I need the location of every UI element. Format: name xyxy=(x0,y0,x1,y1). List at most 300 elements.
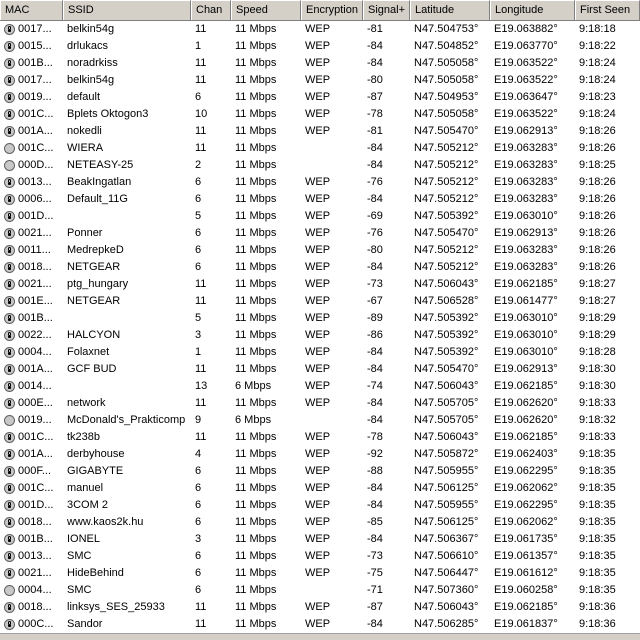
mac-address: 000C... xyxy=(18,618,54,630)
mac-address: 0017... xyxy=(18,23,52,35)
speed-cell: 11 Mbps xyxy=(235,244,277,256)
longitude-cell: E19.060258° xyxy=(494,584,558,596)
ssid-cell xyxy=(63,208,191,225)
channel-cell: 11 xyxy=(195,618,207,630)
mac-address: 001A... xyxy=(18,125,53,137)
locked-network-icon xyxy=(4,517,15,528)
signal-cell: -92 xyxy=(367,448,383,460)
mac-address: 001D... xyxy=(18,210,54,222)
channel-cell: 6 xyxy=(195,499,202,511)
first-seen-cell: 9:18:27 xyxy=(579,278,616,290)
channel-cell: 3 xyxy=(195,533,202,545)
table-row[interactable] xyxy=(0,55,640,72)
longitude-cell: E19.063882° xyxy=(494,23,558,35)
column-header-ssid[interactable]: SSID xyxy=(63,0,191,20)
first-seen-cell: 9:18:35 xyxy=(579,465,616,477)
signal-cell: -86 xyxy=(367,329,383,341)
table-row[interactable] xyxy=(0,140,640,157)
longitude-cell: E19.062913° xyxy=(494,125,558,137)
table-row[interactable] xyxy=(0,412,640,429)
first-seen-cell: 9:18:25 xyxy=(579,159,616,171)
latitude-cell: N47.504753° xyxy=(414,23,479,35)
encryption-cell: WEP xyxy=(305,329,331,341)
column-header-latitude[interactable]: Latitude xyxy=(410,0,490,20)
table-row[interactable] xyxy=(0,310,640,327)
column-header-mac[interactable]: MAC xyxy=(0,0,63,20)
longitude-cell: E19.062185° xyxy=(494,278,558,290)
mac-address: 001C... xyxy=(18,108,54,120)
latitude-cell: N47.507360° xyxy=(414,584,479,596)
mac-address: 0019... xyxy=(18,414,52,426)
table-row[interactable] xyxy=(0,446,640,463)
signal-cell: -78 xyxy=(367,431,383,443)
column-header-chan[interactable]: Chan xyxy=(191,0,231,20)
locked-network-icon xyxy=(4,126,15,137)
channel-cell: 6 xyxy=(195,584,202,596)
mac-cell xyxy=(0,480,63,497)
locked-network-icon xyxy=(4,313,15,324)
speed-cell: 11 Mbps xyxy=(235,125,277,137)
speed-cell: 11 Mbps xyxy=(235,278,277,290)
locked-network-icon xyxy=(4,381,15,392)
latitude-cell: N47.505955° xyxy=(414,499,479,511)
longitude-cell: E19.063283° xyxy=(494,159,558,171)
mac-cell xyxy=(0,38,63,55)
encryption-cell: WEP xyxy=(305,227,331,239)
open-network-icon xyxy=(4,415,15,426)
mac-address: 0021... xyxy=(18,278,52,290)
table-row[interactable] xyxy=(0,72,640,89)
mac-address: 0018... xyxy=(18,516,52,528)
mac-cell xyxy=(0,395,63,412)
column-header-signal[interactable]: Signal+ xyxy=(363,0,410,20)
mac-address: 0018... xyxy=(18,601,52,613)
table-row[interactable] xyxy=(0,242,640,259)
table-row[interactable] xyxy=(0,38,640,55)
table-row[interactable] xyxy=(0,344,640,361)
speed-cell: 6 Mbps xyxy=(235,414,272,426)
locked-network-icon xyxy=(4,602,15,613)
ssid-cell: tk238b xyxy=(67,431,101,443)
speed-cell: 11 Mbps xyxy=(235,74,277,86)
longitude-cell: E19.063283° xyxy=(494,176,558,188)
first-seen-cell: 9:18:35 xyxy=(579,499,616,511)
longitude-cell: E19.062062° xyxy=(494,516,558,528)
latitude-cell: N47.505392° xyxy=(414,312,479,324)
mac-cell xyxy=(0,242,63,259)
mac-address: 0013... xyxy=(18,176,52,188)
ssid-cell: Folaxnet xyxy=(67,346,110,358)
mac-cell xyxy=(0,140,63,157)
table-row[interactable] xyxy=(0,531,640,548)
mac-cell xyxy=(0,548,63,565)
first-seen-cell: 9:18:24 xyxy=(579,57,616,69)
mac-cell xyxy=(0,55,63,72)
latitude-cell: N47.505212° xyxy=(414,159,479,171)
encryption-cell xyxy=(301,582,363,599)
ssid-cell: GIGABYTE xyxy=(67,465,124,477)
ssid-cell: Sandor xyxy=(67,618,103,630)
channel-cell: 11 xyxy=(195,431,207,443)
channel-cell: 6 xyxy=(195,244,202,256)
first-seen-cell: 9:18:24 xyxy=(579,74,616,86)
signal-cell: -84 xyxy=(367,618,383,630)
column-header-first-seen[interactable]: First Seen xyxy=(575,0,640,20)
encryption-cell: WEP xyxy=(305,601,331,613)
signal-cell: -81 xyxy=(367,125,383,137)
column-header-encryption[interactable]: Encryption xyxy=(301,0,363,20)
table-row[interactable] xyxy=(0,361,640,378)
latitude-cell: N47.505705° xyxy=(414,397,479,409)
table-row[interactable] xyxy=(0,582,640,599)
table-row[interactable] xyxy=(0,616,640,633)
mac-address: 001B... xyxy=(18,57,53,69)
mac-address: 0014... xyxy=(18,380,52,392)
ssid-cell: manuel xyxy=(67,482,104,494)
channel-cell: 1 xyxy=(195,40,202,52)
longitude-cell: E19.063010° xyxy=(494,346,558,358)
encryption-cell: WEP xyxy=(305,567,331,579)
longitude-cell: E19.062185° xyxy=(494,380,558,392)
mac-address: 0011... xyxy=(18,244,51,256)
table-row[interactable] xyxy=(0,174,640,191)
longitude-cell: E19.063283° xyxy=(494,142,558,154)
signal-cell: -69 xyxy=(367,210,383,222)
mac-address: 0021... xyxy=(18,227,52,239)
encryption-cell: WEP xyxy=(305,261,331,273)
speed-cell: 11 Mbps xyxy=(235,482,277,494)
locked-network-icon xyxy=(4,551,15,562)
speed-cell: 11 Mbps xyxy=(235,533,277,545)
longitude-cell: E19.061612° xyxy=(494,567,558,579)
table-row[interactable] xyxy=(0,514,640,531)
channel-cell: 6 xyxy=(195,516,202,528)
ssid-cell: GCF BUD xyxy=(67,363,117,375)
first-seen-cell: 9:18:26 xyxy=(579,193,616,205)
channel-cell: 11 xyxy=(195,23,207,35)
first-seen-cell: 9:18:28 xyxy=(579,346,616,358)
first-seen-cell: 9:18:32 xyxy=(579,414,616,426)
channel-cell: 11 xyxy=(195,397,207,409)
speed-cell: 11 Mbps xyxy=(235,176,277,188)
mac-address: 001B... xyxy=(18,312,53,324)
latitude-cell: N47.505058° xyxy=(414,108,479,120)
latitude-cell: N47.505212° xyxy=(414,193,479,205)
channel-cell: 6 xyxy=(195,465,202,477)
latitude-cell: N47.505212° xyxy=(414,244,479,256)
signal-cell: -85 xyxy=(367,516,383,528)
mac-cell xyxy=(0,225,63,242)
mac-address: 0022... xyxy=(18,329,52,341)
table-row[interactable] xyxy=(0,480,640,497)
longitude-cell: E19.063283° xyxy=(494,193,558,205)
channel-cell: 11 xyxy=(195,295,207,307)
mac-address: 000D... xyxy=(18,159,54,171)
locked-network-icon xyxy=(4,194,15,205)
first-seen-cell: 9:18:30 xyxy=(579,380,616,392)
longitude-cell: E19.062295° xyxy=(494,465,558,477)
mac-address: 000F... xyxy=(18,465,52,477)
mac-cell xyxy=(0,106,63,123)
channel-cell: 11 xyxy=(195,363,207,375)
encryption-cell xyxy=(301,412,363,429)
speed-cell: 11 Mbps xyxy=(235,295,277,307)
locked-network-icon xyxy=(4,296,15,307)
speed-cell: 11 Mbps xyxy=(235,261,277,273)
locked-network-icon xyxy=(4,177,15,188)
encryption-cell: WEP xyxy=(305,346,331,358)
encryption-cell: WEP xyxy=(305,499,331,511)
encryption-cell: WEP xyxy=(305,40,331,52)
table-row[interactable] xyxy=(0,565,640,582)
latitude-cell: N47.505872° xyxy=(414,448,479,460)
locked-network-icon xyxy=(4,449,15,460)
ssid-cell: belkin54g xyxy=(67,74,115,86)
table-row[interactable] xyxy=(0,89,640,106)
longitude-cell: E19.061477° xyxy=(494,295,558,307)
encryption-cell: WEP xyxy=(305,210,331,222)
mac-cell xyxy=(0,531,63,548)
table-row[interactable] xyxy=(0,208,640,225)
encryption-cell: WEP xyxy=(305,193,331,205)
locked-network-icon xyxy=(4,75,15,86)
locked-network-icon xyxy=(4,24,15,35)
latitude-cell: N47.506367° xyxy=(414,533,479,545)
signal-cell: -84 xyxy=(367,533,383,545)
latitude-cell: N47.505470° xyxy=(414,125,479,137)
speed-cell: 11 Mbps xyxy=(235,210,277,222)
encryption-cell: WEP xyxy=(305,533,331,545)
channel-cell: 6 xyxy=(195,193,202,205)
table-row[interactable] xyxy=(0,106,640,123)
encryption-cell: WEP xyxy=(305,23,331,35)
speed-cell: 11 Mbps xyxy=(235,40,277,52)
mac-address: 0019... xyxy=(18,91,52,103)
encryption-cell xyxy=(301,140,363,157)
column-header-longitude[interactable]: Longitude xyxy=(490,0,575,20)
speed-cell: 11 Mbps xyxy=(235,363,277,375)
table-row[interactable] xyxy=(0,276,640,293)
table-row[interactable] xyxy=(0,21,640,38)
encryption-cell: WEP xyxy=(305,448,331,460)
signal-cell: -84 xyxy=(367,193,383,205)
mac-cell xyxy=(0,276,63,293)
mac-cell xyxy=(0,89,63,106)
signal-cell: -89 xyxy=(367,312,383,324)
speed-cell: 11 Mbps xyxy=(235,312,277,324)
mac-cell xyxy=(0,565,63,582)
speed-cell: 11 Mbps xyxy=(235,431,277,443)
locked-network-icon xyxy=(4,41,15,52)
speed-cell: 6 Mbps xyxy=(235,380,272,392)
encryption-cell: WEP xyxy=(305,176,331,188)
latitude-cell: N47.506125° xyxy=(414,482,479,494)
longitude-cell: E19.062913° xyxy=(494,363,558,375)
locked-network-icon xyxy=(4,347,15,358)
mac-address: 0015... xyxy=(18,40,52,52)
channel-cell: 6 xyxy=(195,482,202,494)
open-network-icon xyxy=(4,143,15,154)
channel-cell: 3 xyxy=(195,329,202,341)
mac-address: 0018... xyxy=(18,261,52,273)
latitude-cell: N47.506043° xyxy=(414,380,479,392)
ssid-cell: drlukacs xyxy=(67,40,108,52)
locked-network-icon xyxy=(4,279,15,290)
speed-cell: 11 Mbps xyxy=(235,550,277,562)
latitude-cell: N47.505470° xyxy=(414,363,479,375)
channel-cell: 5 xyxy=(195,210,202,222)
table-row[interactable] xyxy=(0,463,640,480)
encryption-cell: WEP xyxy=(305,57,331,69)
longitude-cell: E19.062913° xyxy=(494,227,558,239)
horizontal-scrollbar[interactable] xyxy=(0,633,640,640)
mac-cell xyxy=(0,497,63,514)
mac-address: 0017... xyxy=(18,74,52,86)
longitude-cell: E19.063010° xyxy=(494,312,558,324)
mac-address: 0021... xyxy=(18,567,52,579)
longitude-cell: E19.062185° xyxy=(494,601,558,613)
latitude-cell: N47.506043° xyxy=(414,278,479,290)
table-row[interactable] xyxy=(0,548,640,565)
signal-cell: -75 xyxy=(367,567,383,579)
ssid-cell: McDonald's_Prakticomp xyxy=(67,414,186,426)
channel-cell: 4 xyxy=(195,448,202,460)
first-seen-cell: 9:18:26 xyxy=(579,244,616,256)
mac-cell xyxy=(0,514,63,531)
signal-cell: -71 xyxy=(367,584,383,596)
speed-cell: 11 Mbps xyxy=(235,142,277,154)
first-seen-cell: 9:18:35 xyxy=(579,584,616,596)
column-header-speed[interactable]: Speed xyxy=(231,0,301,20)
table-row[interactable] xyxy=(0,599,640,616)
mac-cell xyxy=(0,344,63,361)
ssid-cell: BeakIngatlan xyxy=(67,176,132,188)
mac-address: 001D... xyxy=(18,499,54,511)
speed-cell: 11 Mbps xyxy=(235,193,277,205)
ssid-cell: noradrkiss xyxy=(67,57,118,69)
speed-cell: 11 Mbps xyxy=(235,346,277,358)
encryption-cell: WEP xyxy=(305,244,331,256)
encryption-cell: WEP xyxy=(305,380,331,392)
first-seen-cell: 9:18:35 xyxy=(579,482,616,494)
mac-address: 001B... xyxy=(18,533,53,545)
channel-cell: 6 xyxy=(195,567,202,579)
ssid-cell: WIERA xyxy=(67,142,104,154)
latitude-cell: N47.505392° xyxy=(414,346,479,358)
column-header-bar xyxy=(0,0,640,21)
signal-cell: -87 xyxy=(367,91,383,103)
signal-cell: -84 xyxy=(367,414,383,426)
speed-cell: 11 Mbps xyxy=(235,159,277,171)
locked-network-icon xyxy=(4,228,15,239)
mac-address: 0013... xyxy=(18,550,52,562)
channel-cell: 2 xyxy=(195,159,202,171)
table-row[interactable] xyxy=(0,293,640,310)
locked-network-icon xyxy=(4,432,15,443)
first-seen-cell: 9:18:26 xyxy=(579,125,616,137)
mac-cell xyxy=(0,446,63,463)
table-row[interactable] xyxy=(0,327,640,344)
longitude-cell: E19.062403° xyxy=(494,448,558,460)
first-seen-cell: 9:18:22 xyxy=(579,40,616,52)
longitude-cell: E19.063283° xyxy=(494,244,558,256)
first-seen-cell: 9:18:33 xyxy=(579,397,616,409)
open-network-icon xyxy=(4,160,15,171)
latitude-cell: N47.505392° xyxy=(414,329,479,341)
speed-cell: 11 Mbps xyxy=(235,601,277,613)
channel-cell: 6 xyxy=(195,227,202,239)
latitude-cell: N47.505392° xyxy=(414,210,479,222)
ssid-cell: HideBehind xyxy=(67,567,124,579)
table-row[interactable] xyxy=(0,157,640,174)
signal-cell: -73 xyxy=(367,550,383,562)
mac-cell xyxy=(0,429,63,446)
encryption-cell: WEP xyxy=(305,312,331,324)
ssid-cell: belkin54g xyxy=(67,23,115,35)
signal-cell: -76 xyxy=(367,176,383,188)
table-row[interactable] xyxy=(0,123,640,140)
table-row[interactable] xyxy=(0,395,640,412)
mac-address: 0004... xyxy=(18,584,52,596)
encryption-cell: WEP xyxy=(305,108,331,120)
latitude-cell: N47.505212° xyxy=(414,261,479,273)
longitude-cell: E19.063770° xyxy=(494,40,558,52)
table-row[interactable] xyxy=(0,259,640,276)
longitude-cell: E19.063522° xyxy=(494,57,558,69)
speed-cell: 11 Mbps xyxy=(235,516,277,528)
encryption-cell: WEP xyxy=(305,278,331,290)
ssid-cell: ptg_hungary xyxy=(67,278,129,290)
ssid-cell: Ponner xyxy=(67,227,103,239)
signal-cell: -84 xyxy=(367,159,383,171)
channel-cell: 10 xyxy=(195,108,208,120)
locked-network-icon xyxy=(4,483,15,494)
channel-cell: 6 xyxy=(195,91,202,103)
latitude-cell: N47.505955° xyxy=(414,465,479,477)
locked-network-icon xyxy=(4,500,15,511)
mac-cell xyxy=(0,361,63,378)
table-row[interactable] xyxy=(0,191,640,208)
table-row[interactable] xyxy=(0,225,640,242)
table-row[interactable] xyxy=(0,429,640,446)
locked-network-icon xyxy=(4,534,15,545)
latitude-cell: N47.504953° xyxy=(414,91,479,103)
mac-address: 0004... xyxy=(18,346,52,358)
locked-network-icon xyxy=(4,58,15,69)
mac-cell xyxy=(0,259,63,276)
encryption-cell: WEP xyxy=(305,91,331,103)
mac-cell xyxy=(0,599,63,616)
mac-cell xyxy=(0,412,63,429)
latitude-cell: N47.506285° xyxy=(414,618,479,630)
longitude-cell: E19.062620° xyxy=(494,414,558,426)
mac-cell xyxy=(0,72,63,89)
locked-network-icon xyxy=(4,211,15,222)
table-row[interactable] xyxy=(0,497,640,514)
longitude-cell: E19.062295° xyxy=(494,499,558,511)
ssid-cell: network xyxy=(67,397,106,409)
longitude-cell: E19.063522° xyxy=(494,74,558,86)
network-rows xyxy=(0,21,640,633)
longitude-cell: E19.063283° xyxy=(494,261,558,273)
table-row[interactable] xyxy=(0,378,640,395)
first-seen-cell: 9:18:18 xyxy=(579,23,616,35)
first-seen-cell: 9:18:35 xyxy=(579,448,616,460)
encryption-cell: WEP xyxy=(305,397,331,409)
ssid-cell: NETGEAR xyxy=(67,261,121,273)
ssid-cell: NETEASY-25 xyxy=(67,159,134,171)
longitude-cell: E19.062062° xyxy=(494,482,558,494)
